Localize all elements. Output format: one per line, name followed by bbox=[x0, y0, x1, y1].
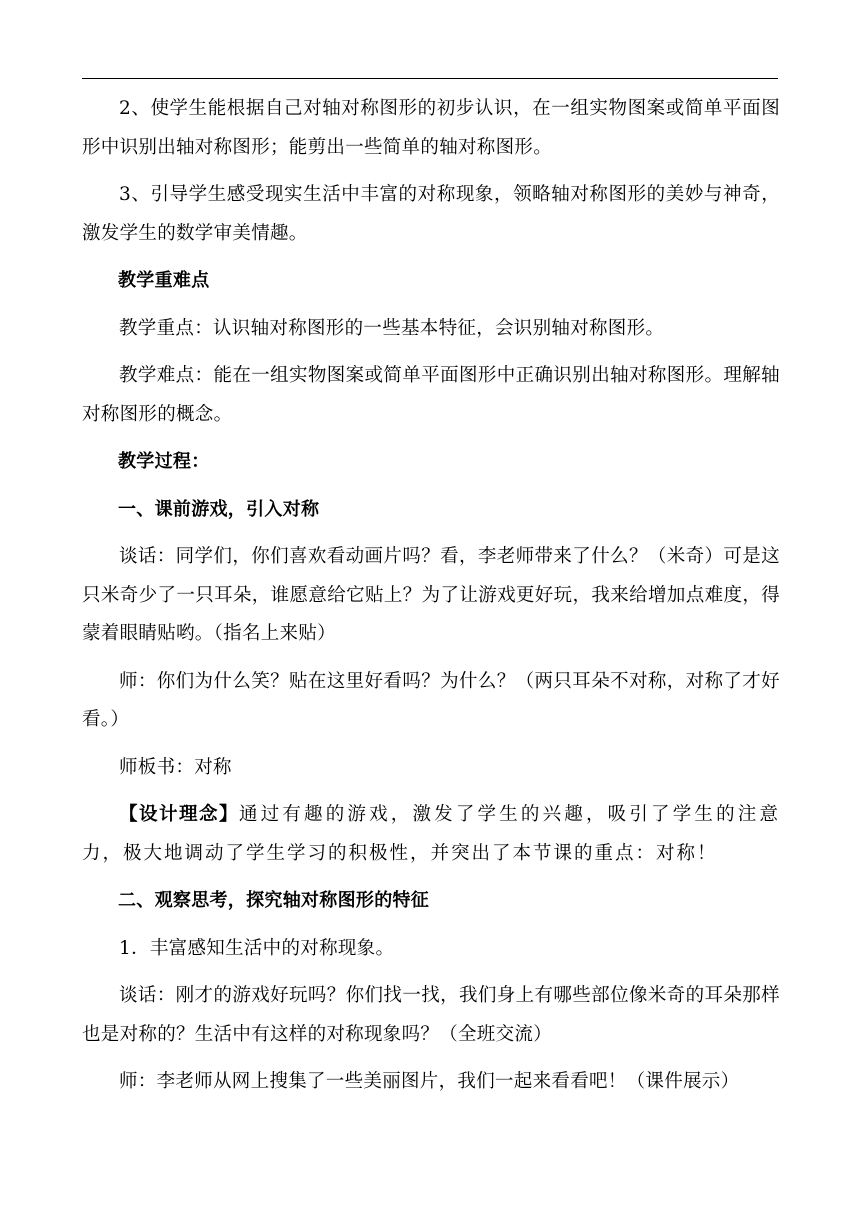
heading-teaching-process: 教学过程： bbox=[118, 451, 210, 472]
objective-2: 2、使学生能根据自己对轴对称图形的初步认识，在一组实物图案或简单平面图形中识别出轴对称图形；能剪出一些简单的轴对称图形。 bbox=[82, 98, 780, 158]
board-writing: 师板书：对称 bbox=[119, 756, 232, 778]
difficult-point: 教学难点：能在一组实物图案或简单平面图形中正确识别出轴对称图形。理解轴对称图形的概念。 bbox=[82, 365, 780, 425]
design-note-text: 通过有趣的游戏，激发了学生的兴趣，吸引了学生的注意力，极大地调动了学生学习的积极性，并突出了本节课的重点：对称！ bbox=[82, 804, 780, 864]
objective-3: 3、引导学生感受现实生活中丰富的对称现象，领略轴对称图形的美妙与神奇，激发学生的数学审美情趣。 bbox=[82, 184, 780, 244]
heading-key-points: 教学重难点 bbox=[118, 270, 210, 291]
dialogue-show-pictures: 师：李老师从网上搜集了一些美丽图片，我们一起来看看吧！（课件展示） bbox=[119, 1071, 740, 1092]
header-rule bbox=[82, 78, 778, 79]
step-1: 1．丰富感知生活中的对称现象。 bbox=[119, 937, 395, 959]
dialogue-find-symmetry: 谈话：刚才的游戏好玩吗？你们找一找，我们身上有哪些部位像米奇的耳朵那样也是对称的？生活中有这样的对称现象吗？（全班交流） bbox=[82, 985, 780, 1045]
document-body bbox=[82, 90, 780, 1111]
dialogue-teacher-question: 师：你们为什么笑？贴在这里好看吗？为什么？（两只耳朵不对称，对称了才好看。） bbox=[82, 670, 780, 730]
key-point: 教学重点：认识轴对称图形的一些基本特征，会识别轴对称图形。 bbox=[119, 317, 665, 339]
design-note bbox=[82, 796, 780, 873]
heading-section-1: 一、课前游戏，引入对称 bbox=[118, 498, 320, 520]
heading-section-2: 二、观察思考，探究轴对称图形的特征 bbox=[118, 890, 430, 911]
design-note-label: 【设计理念】 bbox=[119, 804, 239, 825]
dialogue-intro: 谈话：同学们，你们喜欢看动画片吗？看，李老师带来了什么？（米奇）可是这只米奇少了一只耳朵，谁愿意给它贴上？为了让游戏更好玩，我来给增加点难度，得蒙着眼睛贴哟。（指名上来贴） bbox=[82, 546, 780, 644]
